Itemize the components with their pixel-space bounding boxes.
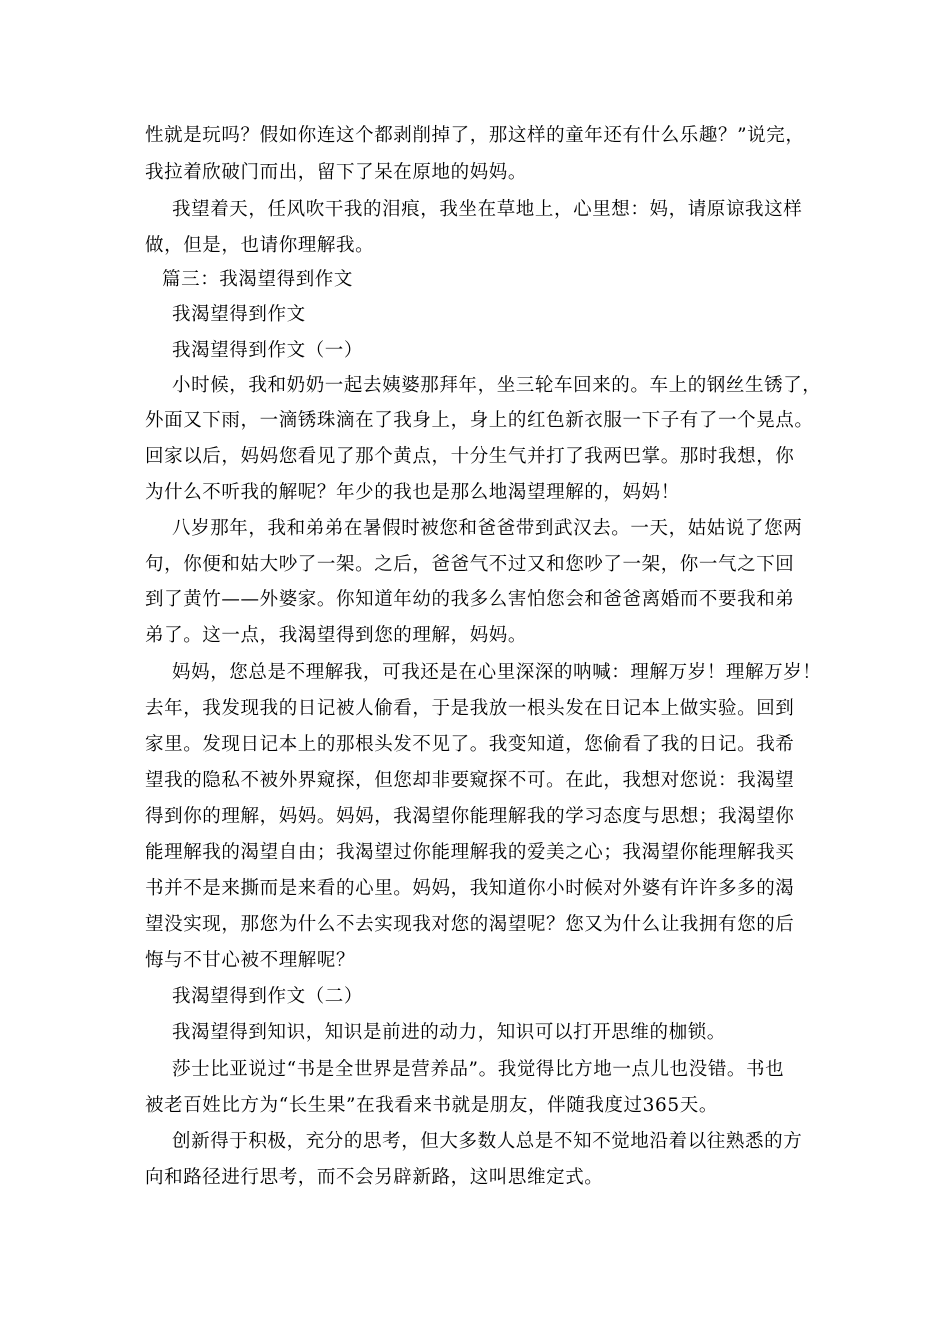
essay-subtitle: 我渴望得到作文（一） [172,340,364,361]
essay-subtitle: 我渴望得到作文（二） [172,986,364,1007]
text-line: 望我的隐私不被外界窥探，但您却非要窥探不可。在此，我想对您说：我渴望 [145,770,795,791]
text-line: 性就是玩吗？假如你连这个都剥削掉了，那这样的童年还有什么乐趣？”说完， [145,125,805,146]
text-line: 我望着天，任风吹干我的泪痕，我坐在草地上，心里想：妈，请原谅我这样 [172,199,803,220]
text-line: 被老百姓比方为“长生果”在我看来书就是朋友，伴随我度过365天。 [145,1095,718,1116]
text-line: 回家以后，妈妈您看见了那个黄点，十分生气并打了我两巴掌。那时我想，你 [145,446,795,467]
text-line: 八岁那年，我和弟弟在暑假时被您和爸爸带到武汉去。一天，姑姑说了您两 [172,518,803,539]
text-line: 妈妈，您总是不理解我，可我还是在心里深深的呐喊：理解万岁！理解万岁！ [172,662,822,683]
text-line: 做，但是，也请你理解我。 [145,235,375,256]
text-line: 家里。发现日记本上的那根头发不见了。我变知道，您偷看了我的日记。我希 [145,734,795,755]
text-line: 句，你便和姑大吵了一架。之后，爸爸气不过又和您吵了一架，你一气之下回 [145,554,795,575]
essay-title: 我渴望得到作文 [172,304,306,325]
text-line: 得到你的理解，妈妈。妈妈，我渴望你能理解我的学习态度与思想；我渴望你 [145,806,795,827]
text-line: 望没实现，那您为什么不去实现我对您的渴望呢？您又为什么让我拥有您的后 [145,914,795,935]
text-line: 外面又下雨，一滴锈珠滴在了我身上，身上的红色新衣服一下子有了一个晃点。 [145,410,814,431]
text-line: 莎士比亚说过“书是全世界是营养品”。我觉得比方地一点儿也没错。书也 [172,1059,785,1080]
text-line: 为什么不听我的解呢？年少的我也是那么地渴望理解的，妈妈！ [145,482,680,503]
text-line: 创新得于积极，充分的思考，但大多数人总是不知不觉地沿着以往熟悉的方 [172,1131,803,1152]
section-heading: 篇三：我渴望得到作文 [162,269,354,290]
text-line: 能理解我的渴望自由；我渴望过你能理解我的爱美之心；我渴望你能理解我买 [145,842,795,863]
text-line: 书并不是来撕而是来看的心里。妈妈，我知道你小时候对外婆有许许多多的渴 [145,878,795,899]
text-line: 到了黄竹——外婆家。你知道年幼的我多么害怕您会和爸爸离婚而不要我和弟 [145,589,795,610]
text-line: 我拉着欣破门而出，留下了呆在原地的妈妈。 [145,162,528,183]
text-line: 去年，我发现我的日记被人偷看，于是我放一根头发在日记本上做实验。回到 [145,698,795,719]
text-line: 悔与不甘心被不理解呢？ [145,950,356,971]
text-line: 小时候，我和奶奶一起去姨婆那拜年，坐三轮车回来的。车上的钢丝生锈了， [172,375,822,396]
text-line: 我渴望得到知识，知识是前进的动力，知识可以打开思维的枷锁。 [172,1022,726,1043]
text-line: 弟了。这一点，我渴望得到您的理解，妈妈。 [145,625,528,646]
text-line: 向和路径进行思考，而不会另辟新路，这叫思维定式。 [145,1167,604,1188]
